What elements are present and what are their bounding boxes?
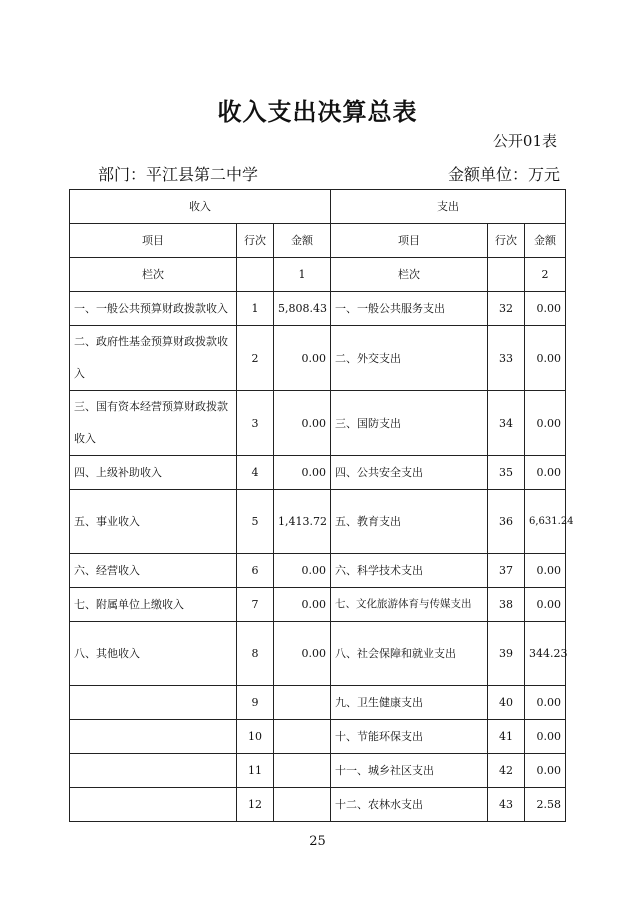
income-line: 9 (237, 686, 274, 720)
page-number: 25 (309, 834, 326, 849)
income-line: 4 (237, 456, 274, 490)
expense-line: 39 (488, 622, 525, 686)
expense-amount: 0.00 (525, 456, 566, 490)
expense-amount: 0.00 (525, 326, 566, 391)
expense-line: 40 (488, 686, 525, 720)
income-line: 1 (237, 292, 274, 326)
expense-amount: 0.00 (525, 686, 566, 720)
expense-item: 十二、农林水支出 (331, 788, 488, 822)
income-amount (274, 788, 331, 822)
summary-table (69, 189, 574, 822)
income-item (70, 754, 237, 788)
income-column-blank (237, 258, 274, 292)
expense-line: 41 (488, 720, 525, 754)
table-row (70, 391, 566, 456)
expense-item: 五、教育支出 (331, 490, 488, 554)
form-number: 公开01表 (492, 132, 557, 150)
expense-amount: 0.00 (525, 720, 566, 754)
expense-item: 三、国防支出 (331, 391, 488, 456)
income-line: 2 (237, 326, 274, 391)
expense-header: 支出 (331, 190, 566, 224)
table-row (70, 456, 566, 490)
income-item (70, 788, 237, 822)
income-amount (274, 720, 331, 754)
expense-line: 42 (488, 754, 525, 788)
expense-amount: 0.00 (525, 754, 566, 788)
expense-item: 十、节能环保支出 (331, 720, 488, 754)
income-item: 四、上级补助收入 (70, 456, 237, 490)
income-amount: 0.00 (274, 326, 331, 391)
expense-line: 38 (488, 588, 525, 622)
expense-item: 一、一般公共服务支出 (331, 292, 488, 326)
expense-item: 四、公共安全支出 (331, 456, 488, 490)
expense-line-header: 行次 (488, 224, 525, 258)
income-amount: 0.00 (274, 622, 331, 686)
income-item: 二、政府性基金预算财政拨款收入 (70, 326, 237, 391)
department-label: 部门：平江县第二中学 (98, 165, 259, 184)
table-row (70, 588, 566, 622)
income-amount: 0.00 (274, 456, 331, 490)
income-line: 10 (237, 720, 274, 754)
table-row (70, 720, 566, 754)
expense-item: 六、科学技术支出 (331, 554, 488, 588)
table-row (70, 686, 566, 720)
income-item: 六、经营收入 (70, 554, 237, 588)
page-title: 收入支出决算总表 (217, 97, 418, 126)
table-row (70, 490, 566, 554)
expense-line: 43 (488, 788, 525, 822)
table-row (70, 622, 566, 686)
income-line: 8 (237, 622, 274, 686)
unit-label: 金额单位：万元 (447, 165, 560, 184)
income-item: 三、国有资本经营预算财政拨款收入 (70, 391, 237, 456)
income-item: 一、一般公共预算财政拨款收入 (70, 292, 237, 326)
expense-column-label: 栏次 (331, 258, 488, 292)
income-item (70, 720, 237, 754)
expense-line: 34 (488, 391, 525, 456)
expense-line: 37 (488, 554, 525, 588)
expense-amount: 0.00 (525, 554, 566, 588)
income-column-number: 1 (274, 258, 331, 292)
income-item: 七、附属单位上缴收入 (70, 588, 237, 622)
income-line: 7 (237, 588, 274, 622)
income-line: 3 (237, 391, 274, 456)
income-amount (274, 754, 331, 788)
table-row (70, 326, 566, 391)
expense-line: 32 (488, 292, 525, 326)
expense-item: 二、外交支出 (331, 326, 488, 391)
income-amount: 0.00 (274, 588, 331, 622)
expense-line: 35 (488, 456, 525, 490)
income-amount: 1,413.72 (274, 490, 331, 554)
income-line: 12 (237, 788, 274, 822)
income-line: 6 (237, 554, 274, 588)
income-item: 八、其他收入 (70, 622, 237, 686)
income-amount: 0.00 (274, 391, 331, 456)
income-amount-header: 金额 (274, 224, 331, 258)
expense-amount: 2.58 (525, 788, 566, 822)
table-row (70, 292, 566, 326)
expense-item: 十一、城乡社区支出 (331, 754, 488, 788)
expense-amount: 6,631.24 (525, 490, 566, 554)
expense-item: 八、社会保障和就业支出 (331, 622, 488, 686)
expense-item-header: 项目 (331, 224, 488, 258)
expense-item: 七、文化旅游体育与传媒支出 (331, 588, 488, 622)
income-amount: 5,808.43 (274, 292, 331, 326)
income-amount: 0.00 (274, 554, 331, 588)
income-item-header: 项目 (70, 224, 237, 258)
income-item: 五、事业收入 (70, 490, 237, 554)
income-item (70, 686, 237, 720)
income-amount (274, 686, 331, 720)
expense-column-blank (488, 258, 525, 292)
expense-amount: 0.00 (525, 292, 566, 326)
income-line: 5 (237, 490, 274, 554)
income-column-label: 栏次 (70, 258, 237, 292)
income-line: 11 (237, 754, 274, 788)
expense-amount: 0.00 (525, 588, 566, 622)
table-row (70, 754, 566, 788)
table-row (70, 788, 566, 822)
expense-item: 九、卫生健康支出 (331, 686, 488, 720)
income-header: 收入 (70, 190, 331, 224)
income-line-header: 行次 (237, 224, 274, 258)
expense-line: 36 (488, 490, 525, 554)
expense-amount: 0.00 (525, 391, 566, 456)
expense-column-number: 2 (525, 258, 566, 292)
table-row (70, 554, 566, 588)
expense-amount-header: 金额 (525, 224, 566, 258)
expense-line: 33 (488, 326, 525, 391)
expense-amount: 344.23 (525, 622, 566, 686)
